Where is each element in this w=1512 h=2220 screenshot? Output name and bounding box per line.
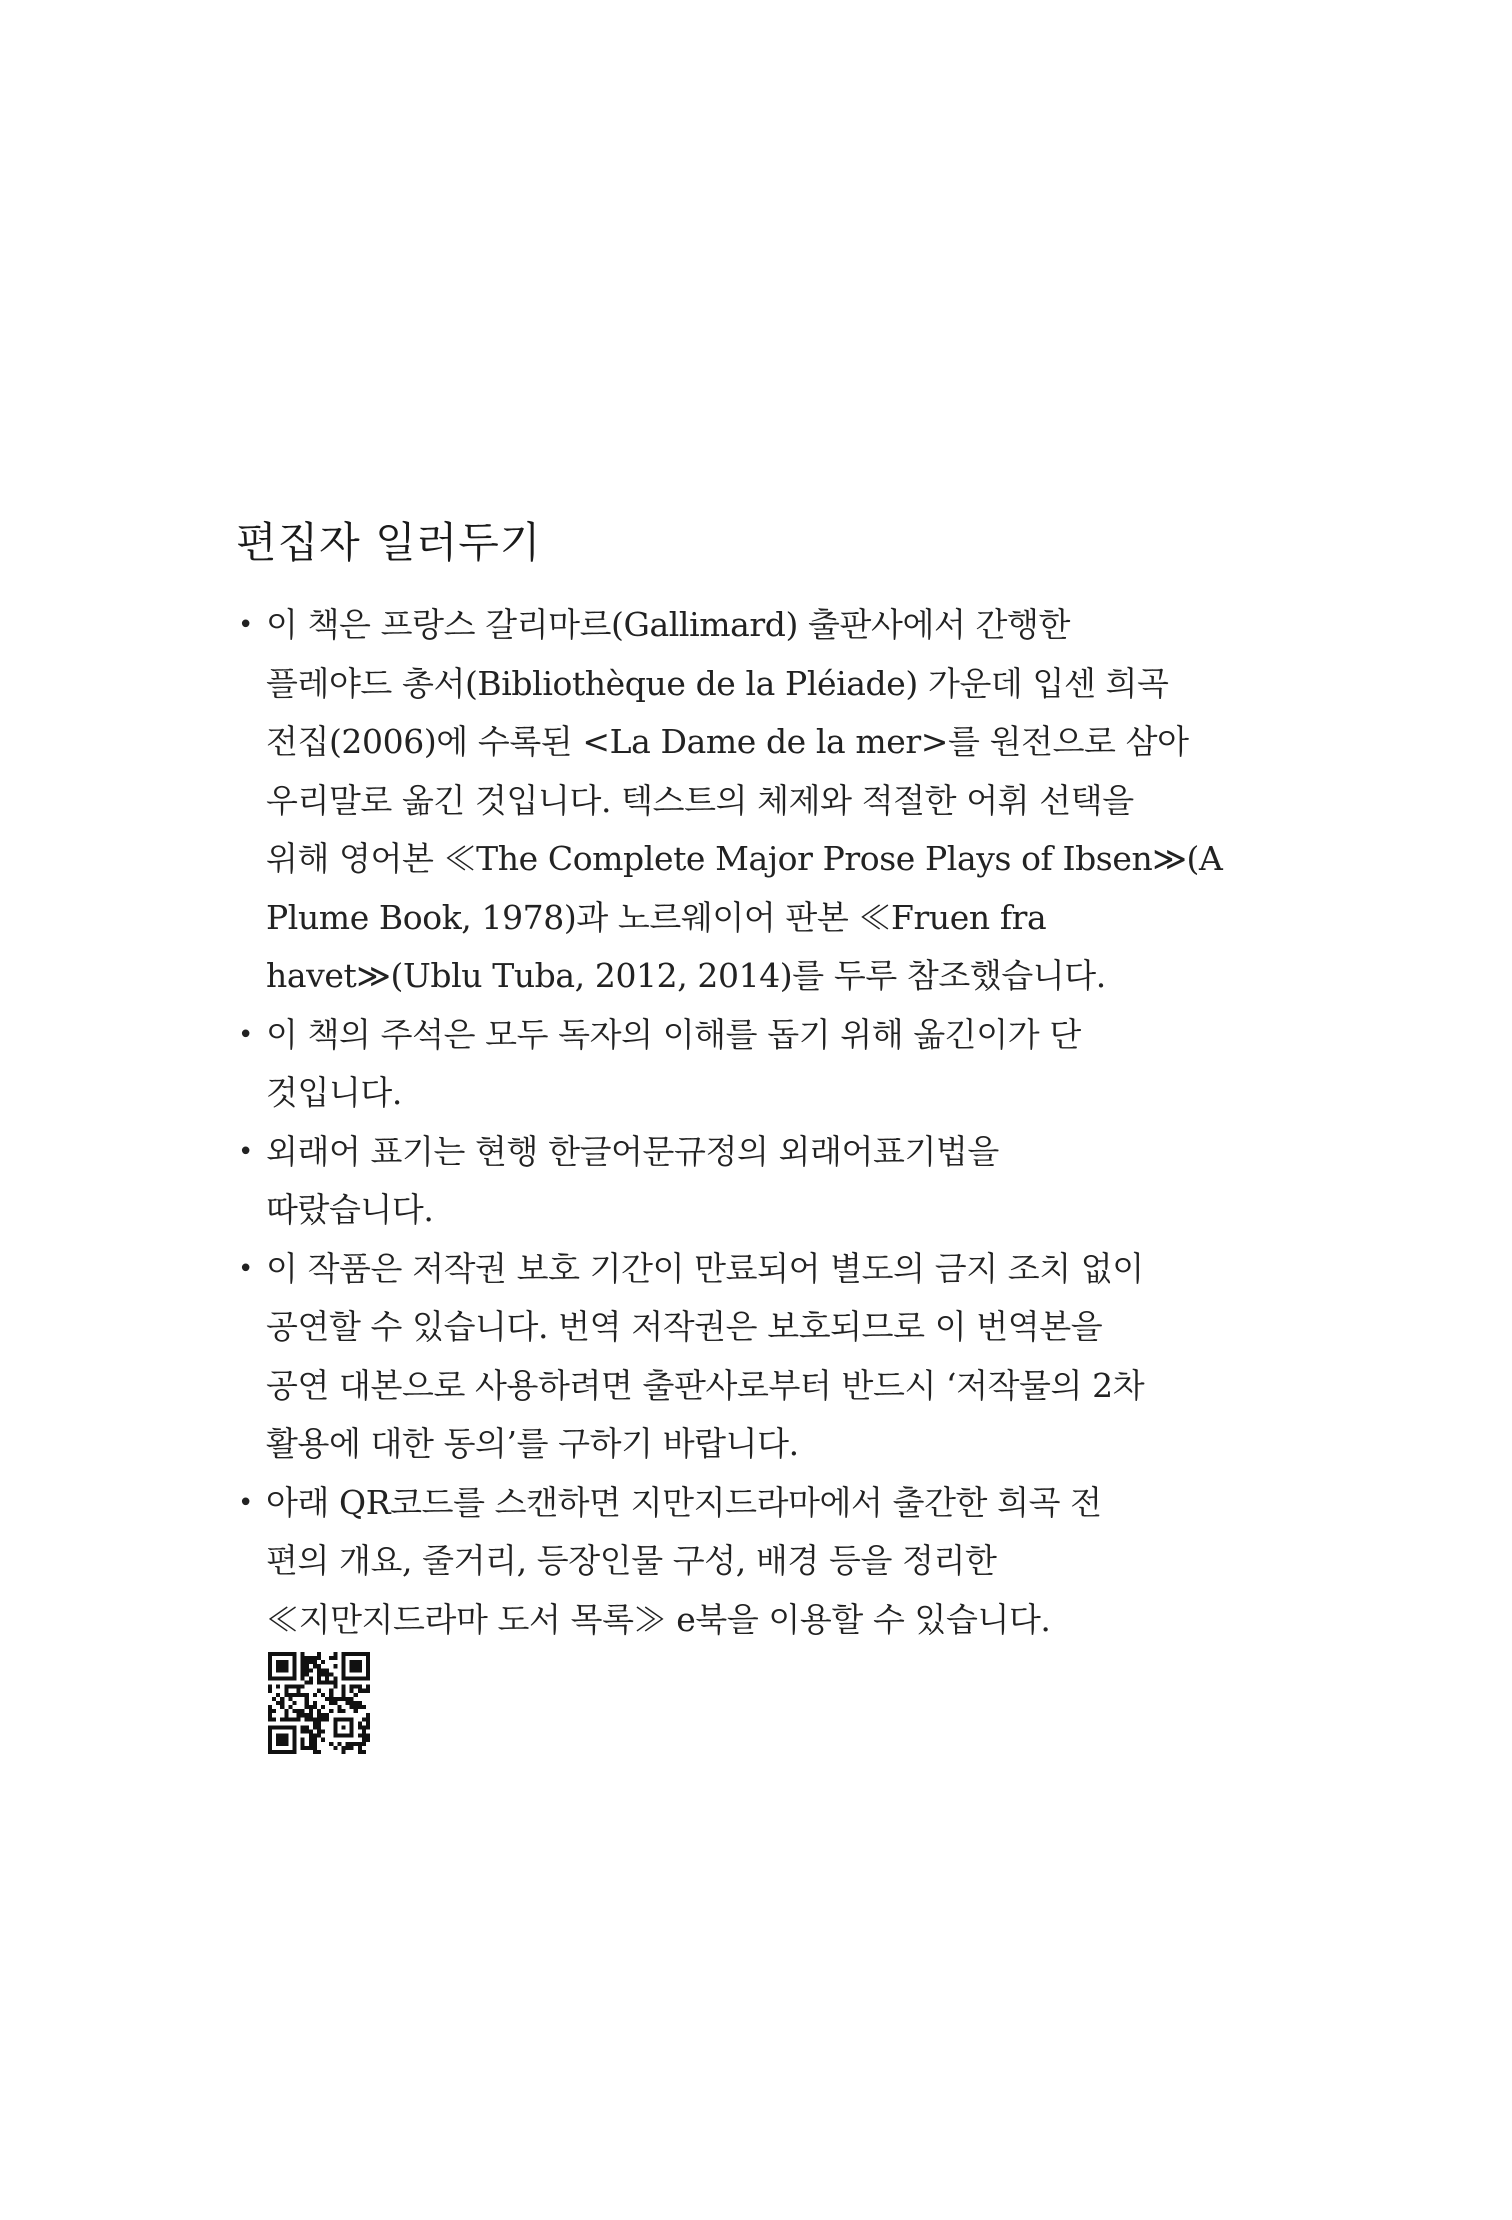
note-line: havet≫(Ublu Tuba, 2012, 2014)를 두루 참조했습니다. bbox=[266, 956, 1106, 995]
note-line: Plume Book, 1978)과 노르웨이어 판본 ≪Fruen fra bbox=[266, 897, 1047, 937]
note-line: 우리말로 옮긴 것입니다. 텍스트의 체제와 적절한 어휘 선택을 bbox=[266, 780, 1134, 820]
note-line: 따랐습니다. bbox=[266, 1190, 434, 1229]
note-line: ≪지만지드라마 도서 목록≫ e북을 이용할 수 있습니다. bbox=[266, 1599, 1051, 1639]
note-line: 이 책은 프랑스 갈리마르(Gallimard) 출판사에서 간행한 bbox=[266, 605, 1070, 644]
note-line: 위해 영어본 ≪The Complete Major Prose Plays of Ibsen≫(A bbox=[266, 839, 1223, 878]
bullet-icon: • bbox=[238, 610, 253, 640]
note-line: 이 책의 주석은 모두 독자의 이해를 돕기 위해 옮긴이가 단 bbox=[266, 1014, 1081, 1054]
page-title: 편집자 일러두기 bbox=[236, 518, 542, 567]
note-item bbox=[236, 596, 1223, 1006]
bullet-icon: • bbox=[238, 1136, 253, 1167]
note-line: 외래어 표기는 현행 한글어문규정의 외래어표기법을 bbox=[266, 1131, 999, 1171]
note-line: 공연 대본으로 사용하려면 출판사로부터 반드시 ‘저작물의 2차 bbox=[266, 1365, 1145, 1405]
bullet-icon: • bbox=[238, 1487, 253, 1518]
note-line: 아래 QR코드를 스캔하면 지만지드라마에서 출간한 희곡 전 bbox=[266, 1482, 1102, 1522]
note-line: 편의 개요, 줄거리, 등장인물 구성, 배경 등을 정리한 bbox=[266, 1541, 997, 1580]
note-line: 공연할 수 있습니다. 번역 저작권은 보호되므로 이 번역본을 bbox=[266, 1307, 1103, 1346]
qr-code-icon[interactable] bbox=[268, 1652, 370, 1754]
note-line: 것입니다. bbox=[266, 1073, 403, 1112]
note-line: 전집(2006)에 수록된 <La Dame de la mer>를 원전으로 삼아 bbox=[266, 722, 1189, 761]
bullet-icon: • bbox=[238, 1253, 253, 1284]
bullet-icon: • bbox=[238, 1019, 253, 1050]
note-item bbox=[236, 1123, 1196, 1240]
note-line: 플레야드 총서(Bibliothèque de la Pléiade) 가운데 입센 희곡 bbox=[266, 663, 1169, 703]
note-line: 이 작품은 저작권 보호 기간이 만료되어 별도의 금지 조치 없이 bbox=[266, 1248, 1144, 1288]
note-item bbox=[236, 1474, 1196, 1650]
notes-list bbox=[236, 596, 1223, 1649]
note-item bbox=[236, 1240, 1196, 1474]
note-item bbox=[236, 1006, 1196, 1123]
note-line: 활용에 대한 동의’를 구하기 바랍니다. bbox=[266, 1424, 799, 1463]
